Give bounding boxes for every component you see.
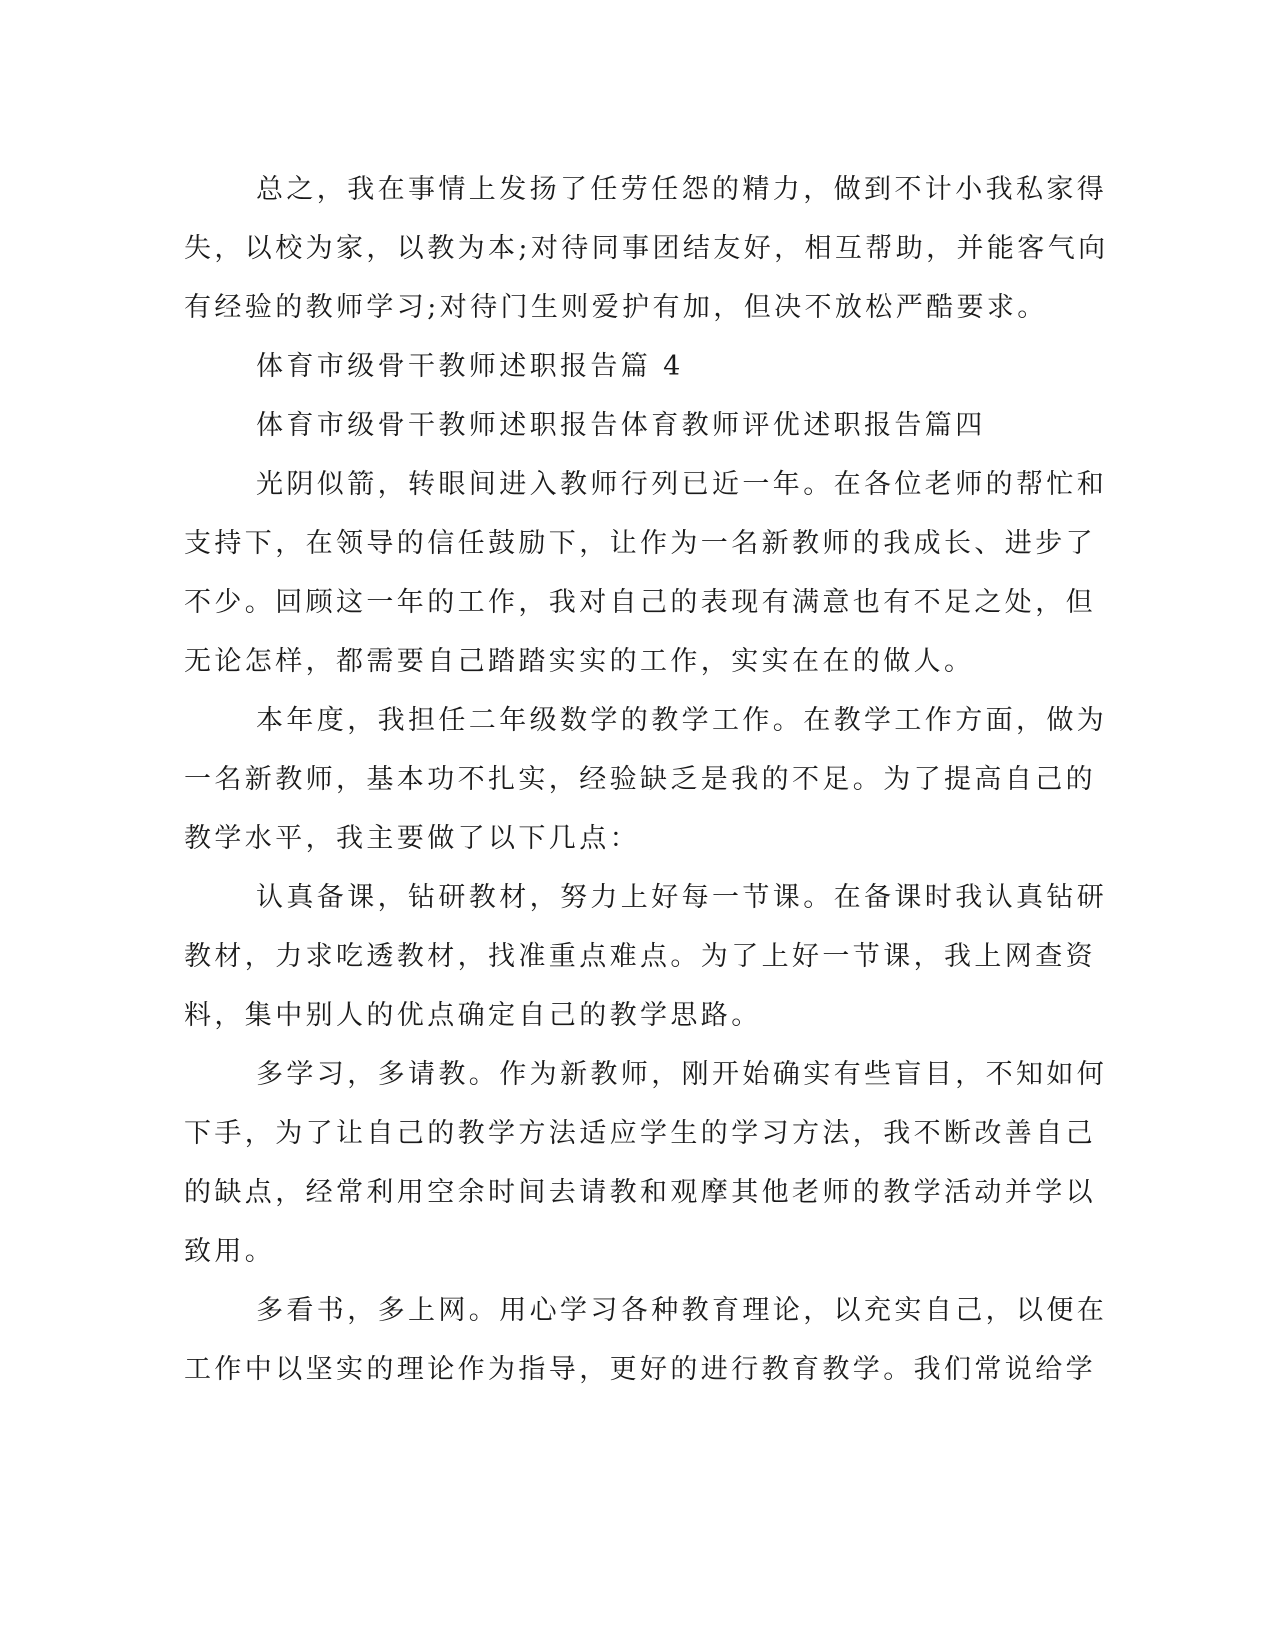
paragraph-learning xyxy=(184,1045,1108,1281)
text-line: 多学习，多请教。作为新教师，刚开始确实有些盲目，不知如何 xyxy=(256,1059,1108,1090)
text-line: 有经验的教师学习;对待门生则爱护有加，但决不放松严酷要求。 xyxy=(184,292,1048,323)
text-line: 下手，为了让自己的教学方法适应学生的学习方法，我不断改善自己 xyxy=(184,1118,1096,1149)
paragraph-work-overview xyxy=(184,691,1108,868)
text-line: 工作中以坚实的理论作为指导，更好的进行教育教学。我们常说给学 xyxy=(184,1354,1096,1385)
paragraph-reading xyxy=(184,1281,1108,1399)
text-line: 总之，我在事情上发扬了任劳任怨的精力，做到不计小我私家得 xyxy=(256,174,1108,205)
text-line: 一名新教师，基本功不扎实，经验缺乏是我的不足。为了提高自己的 xyxy=(184,764,1096,795)
text-line: 支持下，在领导的信任鼓励下，让作为一名新教师的我成长、进步了 xyxy=(184,528,1096,559)
text-line: 料，集中别人的优点确定自己的教学思路。 xyxy=(184,1000,762,1031)
text-line: 失，以校为家，以教为本;对待同事团结友好，相互帮助，并能客气向 xyxy=(184,233,1109,264)
text-line: 体育市级骨干教师述职报告篇 4 xyxy=(256,351,684,382)
text-line: 致用。 xyxy=(184,1236,276,1267)
paragraph-lesson-prep xyxy=(184,868,1108,1045)
paragraph-intro xyxy=(184,455,1108,691)
text-line: 本年度，我担任二年级数学的教学工作。在教学工作方面，做为 xyxy=(256,705,1108,736)
text-line: 多看书，多上网。用心学习各种教育理论，以充实自己，以便在 xyxy=(256,1295,1108,1326)
section-subheading xyxy=(184,396,1044,455)
section-heading xyxy=(184,337,1044,396)
text-line: 体育市级骨干教师述职报告体育教师评优述职报告篇四 xyxy=(256,410,986,441)
text-line: 认真备课，钻研教材，努力上好每一节课。在备课时我认真钻研 xyxy=(256,882,1108,913)
text-line: 的缺点，经常利用空余时间去请教和观摩其他老师的教学活动并学以 xyxy=(184,1177,1096,1208)
document-body xyxy=(184,160,1109,1399)
paragraph-summary xyxy=(184,160,1109,337)
text-line: 不少。回顾这一年的工作，我对自己的表现有满意也有不足之处，但 xyxy=(184,587,1096,618)
text-line: 光阴似箭，转眼间进入教师行列已近一年。在各位老师的帮忙和 xyxy=(256,469,1108,500)
text-line: 无论怎样，都需要自己踏踏实实的工作，实实在在的做人。 xyxy=(184,646,975,677)
text-line: 教材，力求吃透教材，找准重点难点。为了上好一节课，我上网查资 xyxy=(184,941,1096,972)
text-line: 教学水平，我主要做了以下几点： xyxy=(184,823,640,854)
